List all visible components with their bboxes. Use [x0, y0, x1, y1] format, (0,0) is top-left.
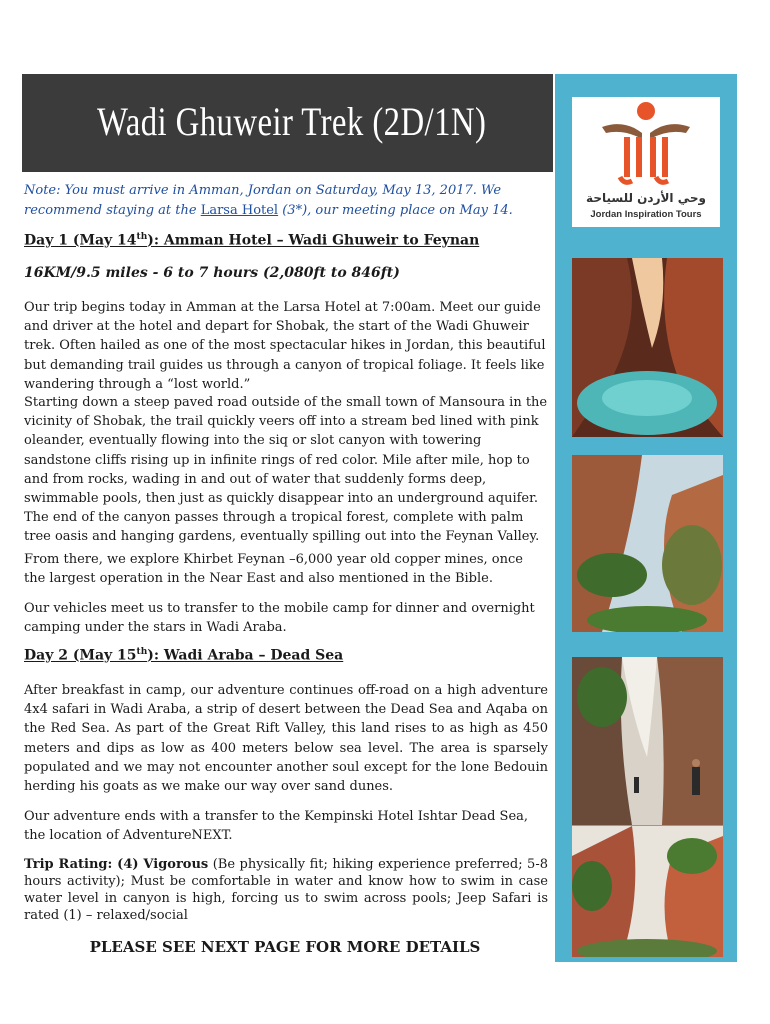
trip-rating-label: Trip Rating: (4) Vigorous: [24, 857, 209, 872]
day1-heading: [24, 232, 549, 249]
day1-heading-suffix: ): Amman Hotel – Wadi Ghuweir to Feynan: [147, 232, 480, 249]
trip-rating-text: (Be physically fit; hiking experience preferred; 5-8 hours activity); Must be comfortable in water and know how to swim in case water level in canyon is high, forcing us to swim across pools; Jeep Safari is rated (1) – relaxed/social: [24, 857, 548, 923]
palm-canyon-photo: [572, 455, 723, 632]
logo-arabic-text: وحي الأردن للسياحة: [586, 191, 706, 205]
logo-english-text: Jordan Inspiration Tours: [590, 209, 702, 220]
page-title: Wadi Ghuweir Trek (2D/1N): [97, 99, 487, 144]
day1-heading-sup: th: [136, 232, 148, 242]
trip-rating: [24, 856, 548, 924]
slot-canyon-hikers-photo: [572, 657, 723, 825]
day2-paragraph: Our adventure ends with a transfer to the Kempinski Hotel Ishtar Dead Sea, the location of AdventureNEXT.: [24, 809, 529, 844]
day1-paragraph: Our vehicles meet us to transfer to the mobile camp for dinner and overnight camping under the stars in Wadi Araba.: [24, 601, 535, 636]
logo-mark-icon: [572, 97, 720, 189]
day2-heading-sup: th: [136, 647, 148, 657]
day2-heading: [24, 647, 549, 664]
day1-paragraph: Our trip begins today in Amman at the Larsa Hotel at 7:00am. Meet our guide and driver at the hotel and depart for Shobak, the start of the Wadi Ghuweir trek. Often hailed as one of the most spectacular hikes in Jordan, this beautiful but demanding trail guides us through a canyon of tropical foliage. It feels like wandering through a “lost world.”: [24, 300, 546, 392]
company-logo: [572, 97, 720, 227]
larsa-hotel-link[interactable]: Larsa Hotel: [200, 203, 279, 218]
day1-paragraph: From there, we explore Khirbet Feynan –6,000 year old copper mines, once the largest operation in the Near East and also mentioned in the Bible.: [24, 552, 523, 587]
day2-heading-suffix: ): Wadi Araba – Dead Sea: [147, 647, 344, 664]
red-cliffs-photo: [572, 826, 723, 957]
day1-heading-prefix: Day 1 (May 14: [24, 232, 137, 249]
day1-paragraph: Starting down a steep paved road outside of the small town of Mansoura in the vicinity of Shobak, the trail quickly veers off into a stream bed lined with pink oleander, eventually flowing into the siq or slot canyon with towering sandstone cliffs rising up in infinite rings of red color. Mile after mile, hop to and from rocks, wading in and out of water that suddenly forms deep, swimmable pools, then just as quickly disappear into an underground aquifer. The end of the canyon passes through a tropical forest, complete with palm tree oasis and hanging gardens, eventually spilling out into the Feynan Valley.: [24, 395, 548, 545]
day1-distance: 16KM/9.5 miles - 6 to 7 hours (2,080ft to 846ft): [24, 265, 400, 281]
day2-heading-prefix: Day 2 (May 15: [24, 647, 137, 664]
canyon-pool-photo: [572, 258, 723, 437]
note-text: Note: You must arrive in Amman, Jordan on Saturday, May 13, 2017. We recommend staying at the: [24, 183, 502, 218]
day2-paragraph: After breakfast in camp, our adventure continues off-road on a high adventure 4x4 safari in Wadi Araba, a strip of desert between the Dead Sea and Aqaba on the Red Sea. As part of the Great Rift Valley, this land rises to as high as 450 meters and dips as low as 400 meters below sea level. The area is sparsely populated and we may not encounter another soul except for the lone Bedouin herding his goats as we make our way over sand dunes.: [24, 683, 548, 795]
title-banner: [22, 74, 553, 172]
next-page-notice: PLEASE SEE NEXT PAGE FOR MORE DETAILS: [89, 938, 481, 956]
arrival-note: [24, 181, 544, 221]
note-text-end: (3*), our meeting place on May 14.: [278, 203, 513, 218]
